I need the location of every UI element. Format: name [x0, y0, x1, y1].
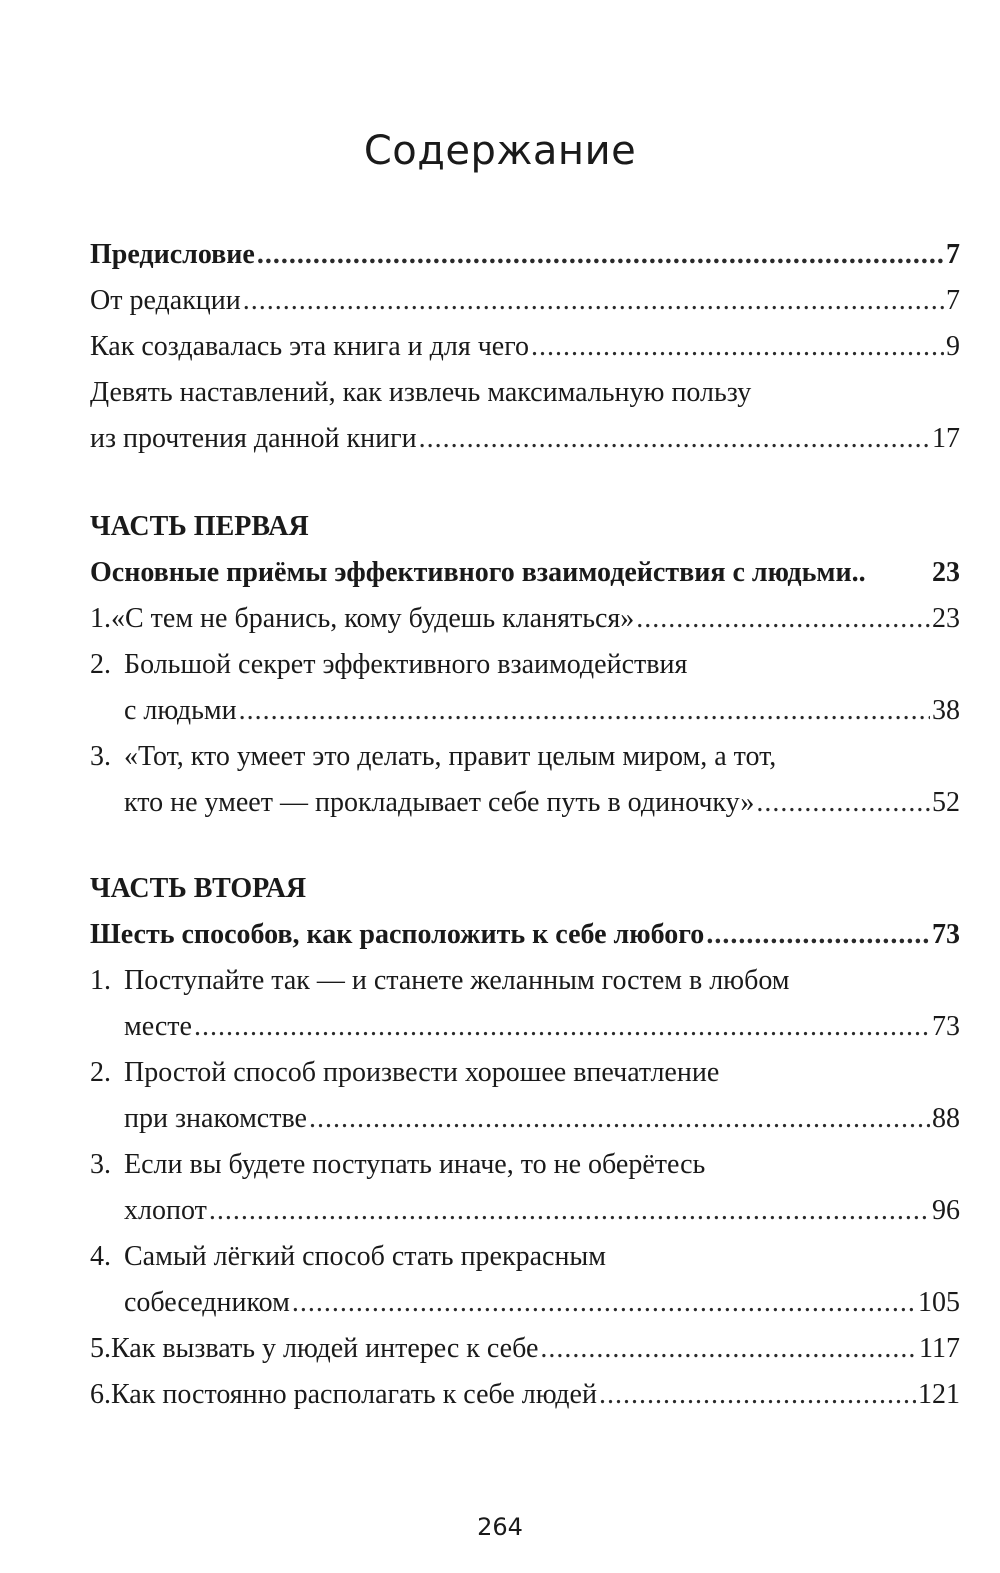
toc-entry-title: Предисловие	[90, 239, 255, 270]
dot-leader	[531, 324, 944, 370]
toc-entry-line-2[interactable]	[90, 416, 960, 462]
toc-entry-line-2[interactable]	[90, 1096, 960, 1142]
dot-leader	[257, 232, 944, 278]
toc-entry-page: 7	[946, 285, 960, 316]
toc-entry[interactable]	[90, 324, 960, 370]
toc-entry-line-1[interactable]	[90, 370, 960, 416]
dot-leader	[756, 780, 930, 826]
part-one-label: ЧАСТЬ ПЕРВАЯ	[90, 511, 309, 542]
toc-entry-title: Как создавалась эта книга и для чего	[90, 331, 530, 362]
toc-entry-line-1[interactable]	[90, 642, 960, 688]
toc-entry-line-2[interactable]	[90, 688, 960, 734]
toc-entry-number: 6.	[90, 1379, 111, 1410]
toc-entry-title: Девять наставлений, как извлечь максимальную пользу	[90, 377, 752, 408]
toc-entry-title: «С тем не бранись, кому будешь кланяться»	[111, 603, 635, 634]
toc-entry-number: 1.	[90, 603, 111, 634]
toc-entry-title: Если вы будете поступать иначе, то не оберётесь	[124, 1149, 706, 1180]
toc-entry-title: Основные приёмы эффективного взаимодействия с людьми..	[90, 557, 866, 588]
toc-entry-page: 38	[932, 695, 960, 726]
toc-entry-title-continued: кто не умеет — прокладывает себе путь в одиночку»	[124, 787, 755, 818]
toc-entry-page: 117	[919, 1333, 960, 1364]
toc-entry-title: От редакции	[90, 285, 241, 316]
part-two-label: ЧАСТЬ ВТОРАЯ	[90, 873, 307, 904]
toc-entry-number: 5.	[90, 1333, 111, 1364]
toc-entry-line-2[interactable]	[90, 1004, 960, 1050]
toc-entry-title-continued: с людьми	[124, 695, 237, 726]
toc-entry-title: «Тот, кто умеет это делать, правит целым миром, а тот,	[124, 741, 777, 772]
toc-entry-title: Большой секрет эффективного взаимодействия	[124, 649, 688, 680]
toc-entry-title: Поступайте так — и станете желанным гостем в любом	[124, 965, 790, 996]
toc-entry-title: Простой способ произвести хорошее впечатление	[124, 1057, 720, 1088]
toc-entry-number: 1.	[90, 965, 111, 996]
toc-entry-number: 4.	[90, 1241, 111, 1272]
toc-entry-number: 3.	[90, 1149, 111, 1180]
toc-entry-part-two-heading[interactable]	[90, 912, 960, 958]
toc-entry-number: 3.	[90, 741, 111, 772]
toc-entry[interactable]	[90, 596, 960, 642]
dot-leader	[209, 1188, 930, 1234]
toc-entry-page: 96	[932, 1195, 960, 1226]
dot-leader	[309, 1096, 930, 1142]
page-title: Содержание	[363, 128, 637, 174]
toc-entry-page: 73	[932, 1011, 960, 1042]
toc-entry-line-1[interactable]	[90, 734, 960, 780]
toc-entry-title-continued: месте	[124, 1011, 192, 1042]
toc-entry-title: Как вызвать у людей интерес к себе	[111, 1333, 539, 1364]
toc-entry-page: 73	[932, 919, 960, 950]
toc-entry-title-continued: хлопот	[124, 1195, 207, 1226]
toc-entry-page: 7	[946, 239, 960, 270]
dot-leader	[243, 278, 944, 324]
toc-entry-page: 23	[932, 557, 960, 588]
toc-entry-title: Самый лёгкий способ стать прекрасным	[124, 1241, 606, 1272]
toc-entry-line-2[interactable]	[90, 1280, 960, 1326]
toc-entry-title-continued: из прочтения данной книги	[90, 423, 417, 454]
toc-entry-number: 2.	[90, 649, 111, 680]
toc-entry-line-1[interactable]	[90, 1050, 960, 1096]
dot-leader	[194, 1004, 930, 1050]
toc-entry-line-1[interactable]	[90, 1234, 960, 1280]
toc-entry-page: 88	[932, 1103, 960, 1134]
dot-leader	[540, 1326, 917, 1372]
toc-entry-page: 17	[932, 423, 960, 454]
toc-entry-page: 52	[932, 787, 960, 818]
toc-entry-page: 105	[918, 1287, 960, 1318]
page-number: 264	[477, 1513, 523, 1541]
dot-leader	[706, 912, 930, 958]
dot-leader	[292, 1280, 916, 1326]
toc-entry[interactable]	[90, 1372, 960, 1418]
toc-entry-line-2[interactable]	[90, 780, 960, 826]
dot-leader	[239, 688, 930, 734]
toc-entry-part-one-heading[interactable]	[90, 550, 960, 596]
toc-entry-number: 2.	[90, 1057, 111, 1088]
toc-entry-title-continued: собеседником	[124, 1287, 290, 1318]
toc-entry-page: 121	[918, 1379, 960, 1410]
dot-leader	[419, 416, 930, 462]
toc-entry[interactable]	[90, 1326, 960, 1372]
toc-entry-preface[interactable]	[90, 232, 960, 278]
toc-entry-title: Шесть способов, как расположить к себе любого	[90, 919, 705, 950]
toc-entry-title-continued: при знакомстве	[124, 1103, 307, 1134]
toc-entry-page: 9	[946, 331, 960, 362]
toc-entry-line-2[interactable]	[90, 1188, 960, 1234]
toc-entry-title: Как постоянно располагать к себе людей	[111, 1379, 597, 1410]
dot-leader	[636, 596, 930, 642]
toc-entry-line-1[interactable]	[90, 1142, 960, 1188]
dot-leader	[599, 1372, 916, 1418]
table-of-contents	[90, 232, 960, 1418]
toc-entry-page: 23	[932, 603, 960, 634]
toc-entry[interactable]	[90, 278, 960, 324]
toc-entry-line-1[interactable]	[90, 958, 960, 1004]
